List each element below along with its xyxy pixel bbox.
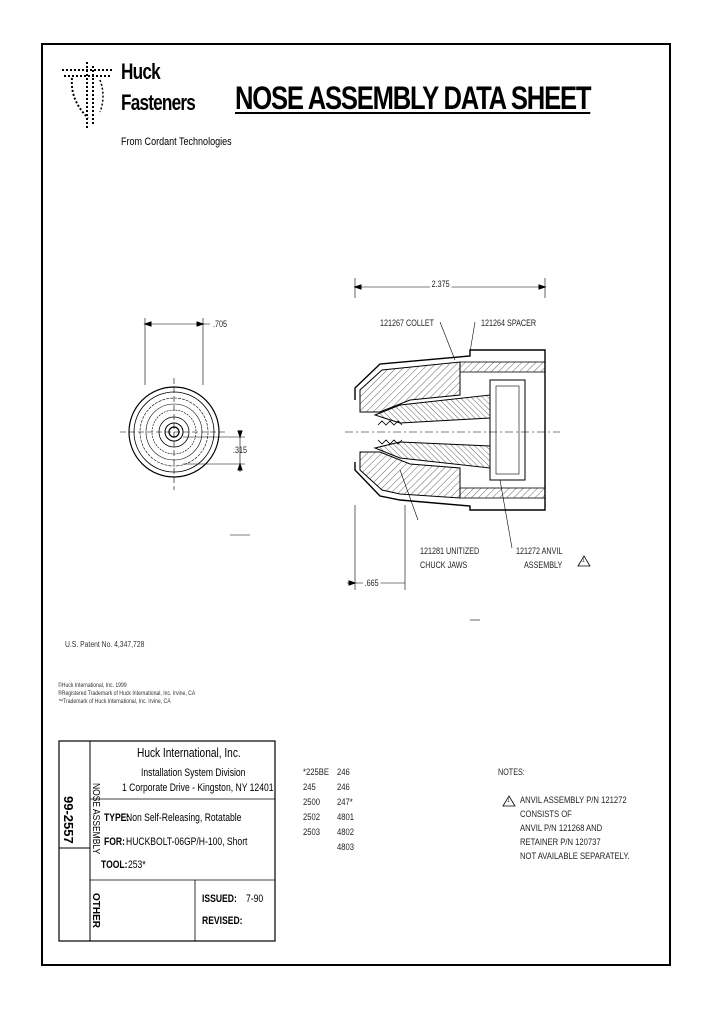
tool-model-left: 2502 xyxy=(303,812,321,822)
notes-line: CONSISTS OF xyxy=(520,809,572,819)
page-title: NOSE ASSEMBLY DATA SHEET xyxy=(235,80,591,116)
tool-model-left: 2503 xyxy=(303,827,321,837)
dim-bore: .315 xyxy=(233,445,248,455)
label-anvil-1: 121272 ANVIL xyxy=(516,546,563,556)
category-top: NOSE ASSEMBLY xyxy=(90,783,101,855)
tool-model-right: 247* xyxy=(337,797,353,807)
tool-list-row xyxy=(303,767,350,777)
tool-list-row xyxy=(303,782,350,792)
trademark-line-2: ®Registered Trademark of Huck International, Inc. Irvine, CA xyxy=(58,691,196,697)
tool-list-row xyxy=(303,842,354,852)
label-anvil-2: ASSEMBLY xyxy=(524,560,563,570)
tool-model-right: 4802 xyxy=(337,827,355,837)
notes-line: NOT AVAILABLE SEPARATELY. xyxy=(520,851,630,861)
tool-model-left: *225BE xyxy=(303,767,329,777)
dim-front-diameter: .705 xyxy=(213,319,228,329)
notes-heading: NOTES: xyxy=(498,767,525,777)
tb-address: 1 Corporate Drive - Kingston, NY 12401 xyxy=(122,782,274,794)
label-collet: 121267 COLLET xyxy=(380,318,435,328)
notes-line: ANVIL P/N 121268 AND xyxy=(520,823,603,833)
category-bottom: OTHER xyxy=(90,893,101,928)
dim-overall: 2.375 xyxy=(431,279,450,289)
tool-model-right: 246 xyxy=(337,767,350,777)
tool-model-left: 2500 xyxy=(303,797,321,807)
tool-model-right: 246 xyxy=(337,782,350,792)
tb-tool-value: 253* xyxy=(128,859,146,871)
front-view-drawing xyxy=(120,318,250,535)
company-name-line2: Fasteners xyxy=(121,90,196,115)
tb-issued-value: 7-90 xyxy=(246,893,264,905)
tool-list-row xyxy=(303,812,354,822)
notes-line: RETAINER P/N 120737 xyxy=(520,837,601,847)
note-ref-marker: 1 xyxy=(582,558,585,564)
dim-front-length: .665 xyxy=(364,578,379,588)
huck-logo-icon xyxy=(62,62,112,128)
tb-tool-label: TOOL: xyxy=(101,859,128,871)
tb-type-label: TYPE: xyxy=(104,812,130,824)
trademark-line-1: ©Huck International, Inc. 1999 xyxy=(58,683,127,689)
tb-for-label: FOR: xyxy=(104,836,125,848)
tool-list-row xyxy=(303,797,353,807)
tool-model-left: 245 xyxy=(303,782,316,792)
tb-type-value: Non Self-Releasing, Rotatable xyxy=(126,812,242,824)
tb-division: Installation System Division xyxy=(141,767,246,779)
doc-number: 99-2557 xyxy=(61,796,76,844)
label-jaws-2: CHUCK JAWS xyxy=(420,560,468,570)
tool-model-right: 4803 xyxy=(337,842,355,852)
label-jaws-1: 121281 UNITIZED xyxy=(420,546,480,556)
tb-issued-label: ISSUED: xyxy=(202,893,237,905)
company-tagline: From Cordant Technologies xyxy=(121,136,232,148)
label-spacer: 121264 SPACER xyxy=(481,318,537,328)
tool-model-right: 4801 xyxy=(337,812,355,822)
notes-line: ANVIL ASSEMBLY P/N 121272 xyxy=(520,795,627,805)
tb-for-value: HUCKBOLT-06GP/H-100, Short xyxy=(126,836,248,848)
tb-company: Huck International, Inc. xyxy=(137,745,241,760)
company-name-line1: Huck xyxy=(121,59,160,84)
trademark-line-3: ™Trademark of Huck International, Inc. Irvine, CA xyxy=(58,699,171,705)
tb-revised-label: REVISED: xyxy=(202,915,243,927)
patent-number: U.S. Patent No. 4,347,728 xyxy=(65,640,145,649)
tool-list-row xyxy=(303,827,354,837)
notes-marker: 1 xyxy=(507,798,510,804)
